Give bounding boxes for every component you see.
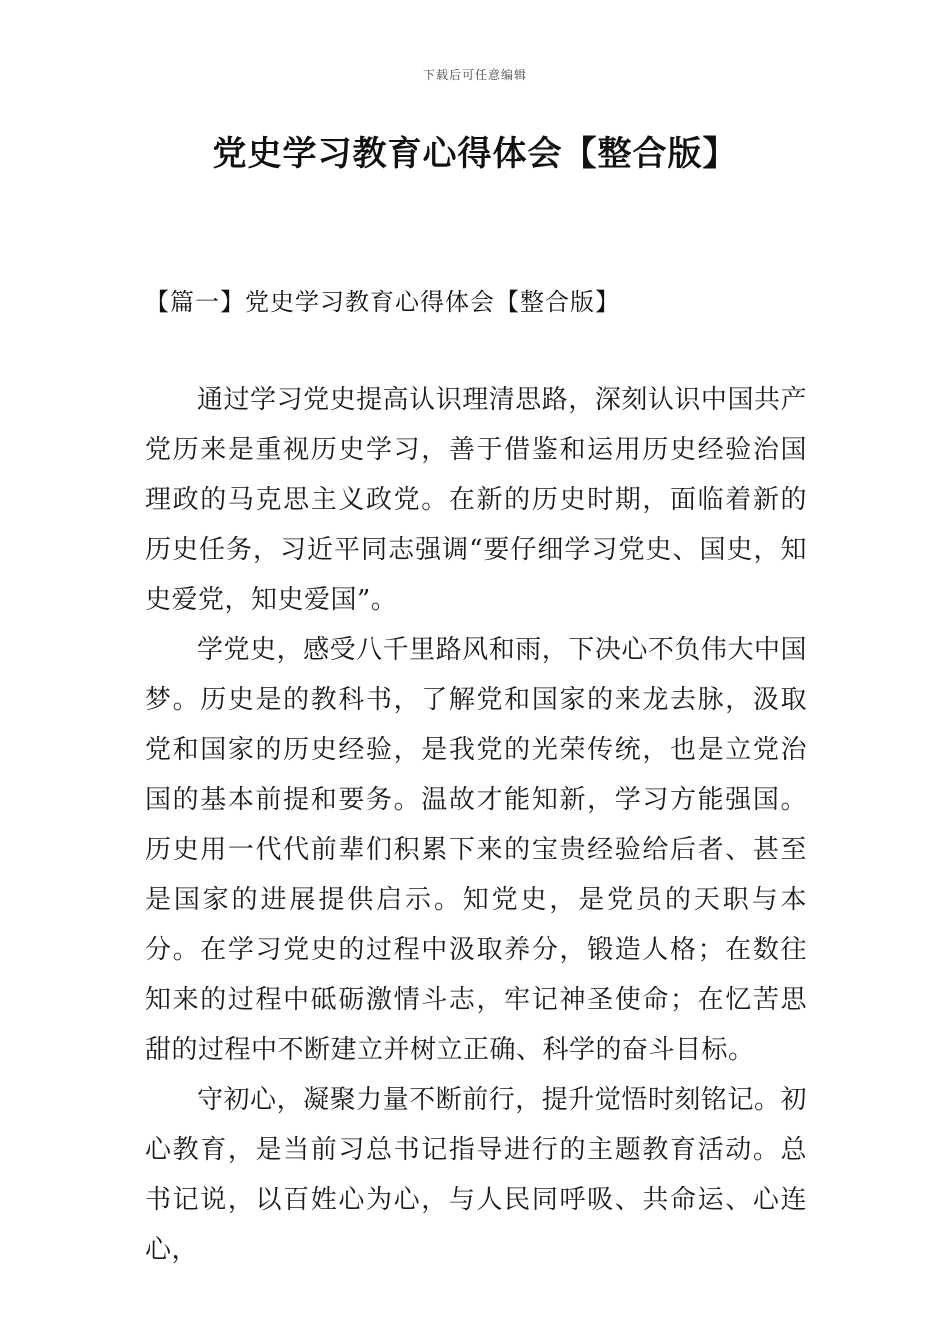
body-text (145, 375, 807, 1275)
document-title: 党史学习教育心得体会【整合版】 (212, 134, 738, 174)
header-note: 下载后可任意编辑 (422, 68, 527, 82)
paragraph: 学党史，感受八千里路风和雨，下决心不负伟大中国梦。历史是的教科书，了解党和国家的来龙去脉，汲取党和国家的历史经验，是我党的光荣传统，也是立党治国的基本前提和要务。温故才能知新，学习方能强国。历史用一代代前辈们积累下来的宝贵经验给后者、甚至是国家的进展提供启示。知党史，是党员的天职与本分。在学习党史的过程中汲取养分，锻造人格；在数往知来的过程中砥砺激情斗志，牢记神圣使命；在忆苦思甜的过程中不断建立并树立正确、科学的奋斗目标。 (145, 635, 807, 1065)
paragraph: 守初心，凝聚力量不断前行，提升觉悟时刻铭记。初心教育，是当前习总书记指导进行的主题教育活动。总书记说，以百姓心为心，与人民同呼吸、共命运、心连心， (145, 1085, 807, 1265)
section-heading: 【篇一】党史学习教育心得体会【整合版】 (145, 288, 620, 316)
paragraph: 通过学习党史提高认识理清思路，深刻认识中国共产党历来是重视历史学习，善于借鉴和运用历史经验治国理政的马克思主义政党。在新的历史时期，面临着新的历史任务，习近平同志强调“要仔细学习党史、国史，知史爱党，知史爱国”。 (145, 385, 807, 615)
